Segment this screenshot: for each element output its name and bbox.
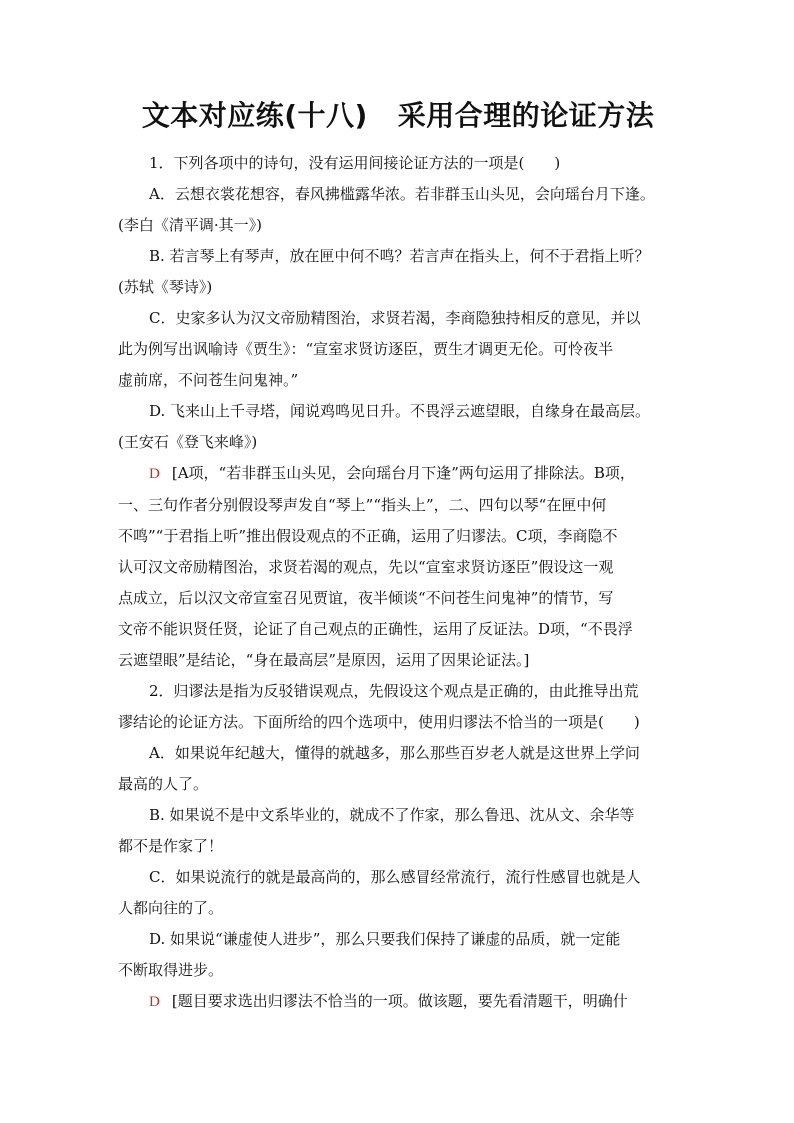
q2-option-b: B. 如果说不是中文系毕业的，就成不了作家，那么鲁迅、沈从文、余华等 [149, 806, 635, 824]
q1-explanation-6: 文帝不能识贤任贤，论证了自己观点的正确性，运用了反证法。D项，“不畏浮 [118, 620, 633, 638]
q2-option-a-cont: 最高的人了。 [118, 775, 209, 793]
q1-explanation-start: [A项，“若非群玉山头见，会向瑶台月下逢”两句运用了排除法。B项， [171, 464, 635, 482]
q2-option-a: A．如果说年纪越大，懂得的就越多，那么那些百岁老人就是这世界上学问 [149, 744, 640, 762]
q2-stem-cont: 谬结论的论证方法。下面所给的四个选项中，使用归谬法不恰当的一项是( ) [118, 713, 640, 731]
q2-stem: 2．归谬法是指为反驳错误观点，先假设这个观点是正确的，由此推导出荒 [149, 682, 639, 700]
q1-option-c: C．史家多认为汉文帝励精图治，求贤若渴，李商隐独持相反的意见，并以 [149, 309, 641, 327]
q1-option-c-cont2: 虚前席，不问苍生问鬼神。” [118, 371, 299, 389]
q1-option-a: A．云想衣裳花想容，春风拂槛露华浓。若非群玉山头见，会向瑶台月下逢。 [149, 185, 655, 203]
q1-explanation-4: 认可汉文帝励精图治，求贤若渴的观点，先以“宣室求贤访逐臣”假设这一观 [118, 558, 614, 576]
q2-answer-letter: D [149, 994, 160, 1010]
q2-answer [118, 986, 678, 1018]
q1-option-b-source: (苏轼《琴诗》) [118, 278, 213, 296]
q2-explanation-start: [题目要求选出归谬法不恰当的一项。做该题，要先看清题干，明确什 [171, 992, 628, 1010]
q1-option-d: D. 飞来山上千寻塔，闻说鸡鸣见日升。不畏浮云遮望眼，自缘身在最高层。 [149, 402, 651, 420]
q2-option-d: D. 如果说“谦虚使人进步”，那么只要我们保持了谦虚的品质，就一定能 [149, 930, 621, 948]
q2-option-c: C．如果说流行的就是最高尚的，那么感冒经常流行，流行性感冒也就是人 [149, 868, 641, 886]
q1-option-b: B. 若言琴上有琴声，放在匣中何不鸣？若言声在指头上，何不于君指上听？ [149, 247, 650, 265]
q1-stem: 1．下列各项中的诗句，没有运用间接论证方法的一项是( ) [149, 154, 561, 172]
q1-answer-letter: D [149, 466, 160, 482]
title-series: 文本对应练(十八) [141, 99, 368, 132]
q2-option-c-cont: 人都向往的了。 [118, 899, 224, 917]
q1-explanation-2: 一、三句作者分别假设琴声发自“琴上”“指头上”，二、四句以琴“在匣中何 [118, 496, 607, 514]
title-topic: 采用合理的论证方法 [397, 99, 655, 132]
page-title [118, 96, 678, 136]
q1-explanation-7: 云遮望眼”是结论，“身在最高层”是原因，运用了因果论证法。] [118, 651, 530, 669]
q1-option-a-source: (李白《清平调·其一》) [118, 216, 262, 234]
q2-option-d-cont: 不断取得进步。 [118, 961, 224, 979]
q1-explanation-3: 不鸣”“于君指上听”推出假设观点的不正确，运用了归谬法。C项，李商隐不 [118, 527, 618, 545]
q1-option-c-cont1: 此为例写出讽喻诗《贾生》：“宣室求贤访逐臣，贾生才调更无伦。可怜夜半 [118, 340, 614, 358]
q1-explanation-5: 点成立，后以汉文帝宣室召见贾谊，夜半倾谈“不问苍生问鬼神”的情节，写 [118, 589, 614, 607]
q1-option-d-source: (王安石《登飞来峰》) [118, 433, 258, 451]
q1-answer [118, 458, 678, 490]
q2-option-b-cont: 都不是作家了！ [118, 837, 224, 855]
